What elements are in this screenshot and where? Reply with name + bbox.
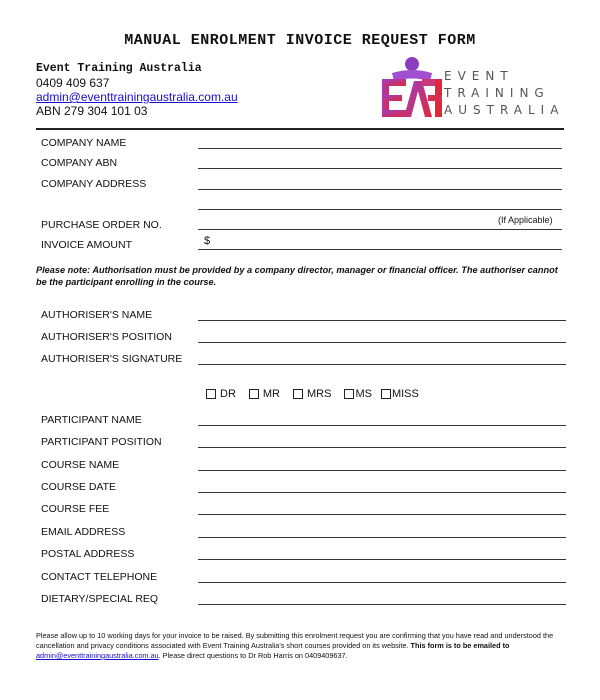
company-address-field[interactable] [198, 189, 562, 190]
dietary-field[interactable] [198, 604, 566, 605]
org-phone: 0409 409 637 [36, 76, 110, 90]
authoriser-name-field[interactable] [198, 320, 566, 321]
course-fee-field[interactable] [198, 514, 566, 515]
authoriser-position-field[interactable] [198, 342, 566, 343]
title-option-dr[interactable] [206, 388, 236, 400]
title-checkbox-group [206, 388, 432, 400]
footer-text-part1: Please allow up to 10 working days for your invoice to be raised. By submitting this enrolment request you are confirming that you have read and understood the cancellation and privacy conditions associated with Event Training Australia's short courses provided on its website. [36, 631, 554, 650]
contact-telephone-label: CONTACT TELEPHONE [41, 571, 158, 583]
checkbox-icon[interactable] [249, 389, 259, 399]
course-fee-label: COURSE FEE [41, 503, 110, 515]
email-address-field[interactable] [198, 537, 566, 538]
title-mrs-label: MRS [307, 388, 332, 400]
participant-position-label: PARTICIPANT POSITION [41, 436, 162, 448]
authoriser-signature-label: AUTHORISER'S SIGNATURE [41, 353, 183, 365]
authorisation-note: Please note: Authorisation must be provided by a company director, manager or financial officer. The authoriser cannot be the participant enrolling in the course. [36, 265, 558, 287]
purchase-order-field[interactable] [198, 229, 562, 230]
checkbox-icon[interactable] [344, 389, 354, 399]
footer-text [36, 631, 564, 661]
authoriser-name-label: AUTHORISER'S NAME [41, 309, 153, 321]
title-option-mr[interactable] [249, 388, 280, 400]
form-title: MANUAL ENROLMENT INVOICE REQUEST FORM [124, 32, 476, 49]
invoice-amount-label: INVOICE AMOUNT [41, 239, 133, 251]
dietary-label: DIETARY/SPECIAL REQ [41, 593, 159, 605]
logo-text-australia: AUSTRALIA [444, 103, 565, 117]
footer-text-bold: This form is to be emailed to [410, 641, 510, 650]
authoriser-signature-field[interactable] [198, 364, 566, 365]
course-name-label: COURSE NAME [41, 459, 120, 471]
currency-symbol: $ [204, 235, 211, 247]
company-address-label: COMPANY ADDRESS [41, 178, 147, 190]
company-name-field[interactable] [198, 148, 562, 149]
participant-position-field[interactable] [198, 447, 566, 448]
title-dr-label: DR [220, 388, 236, 400]
company-abn-label: COMPANY ABN [41, 157, 118, 169]
title-ms-label: MS [355, 388, 372, 400]
title-miss-label: MISS [391, 388, 419, 400]
invoice-amount-field[interactable] [198, 249, 562, 250]
checkbox-icon[interactable] [206, 389, 216, 399]
org-abn: ABN 279 304 101 03 [36, 104, 148, 118]
org-name: Event Training Australia [36, 62, 202, 75]
contact-telephone-field[interactable] [198, 582, 566, 583]
title-option-miss[interactable] [381, 388, 419, 400]
company-address-field-2[interactable] [198, 209, 562, 210]
title-option-mrs[interactable] [293, 388, 331, 400]
course-date-label: COURSE DATE [41, 481, 117, 493]
company-logo [378, 55, 568, 125]
logo-text-training: TRAINING [444, 86, 550, 100]
title-option-ms[interactable] [344, 388, 372, 400]
course-date-field[interactable] [198, 492, 566, 493]
if-applicable-note: (If Applicable) [498, 215, 553, 225]
header-divider [36, 128, 564, 130]
company-name-label: COMPANY NAME [41, 137, 127, 149]
checkbox-icon[interactable] [293, 389, 303, 399]
postal-address-field[interactable] [198, 559, 566, 560]
authoriser-position-label: AUTHORISER'S POSITION [41, 331, 172, 343]
course-name-field[interactable] [198, 470, 566, 471]
logo-text-event: EVENT [444, 69, 514, 83]
company-abn-field[interactable] [198, 168, 562, 169]
footer-email-link[interactable]: admin@eventtrainingaustralia.com.au [36, 651, 159, 660]
footer-text-part2: . Please direct questions to Dr Rob Harris on 0409409637. [158, 651, 348, 660]
org-email-link[interactable]: admin@eventtrainingaustralia.com.au [36, 90, 238, 104]
logo-mark-icon [378, 55, 448, 125]
title-mr-label: MR [262, 388, 280, 400]
participant-name-field[interactable] [198, 425, 566, 426]
email-address-label: EMAIL ADDRESS [41, 526, 126, 538]
participant-name-label: PARTICIPANT NAME [41, 414, 142, 426]
postal-address-label: POSTAL ADDRESS [41, 548, 135, 560]
purchase-order-label: PURCHASE ORDER NO. [41, 219, 162, 231]
checkbox-icon[interactable] [381, 389, 391, 399]
